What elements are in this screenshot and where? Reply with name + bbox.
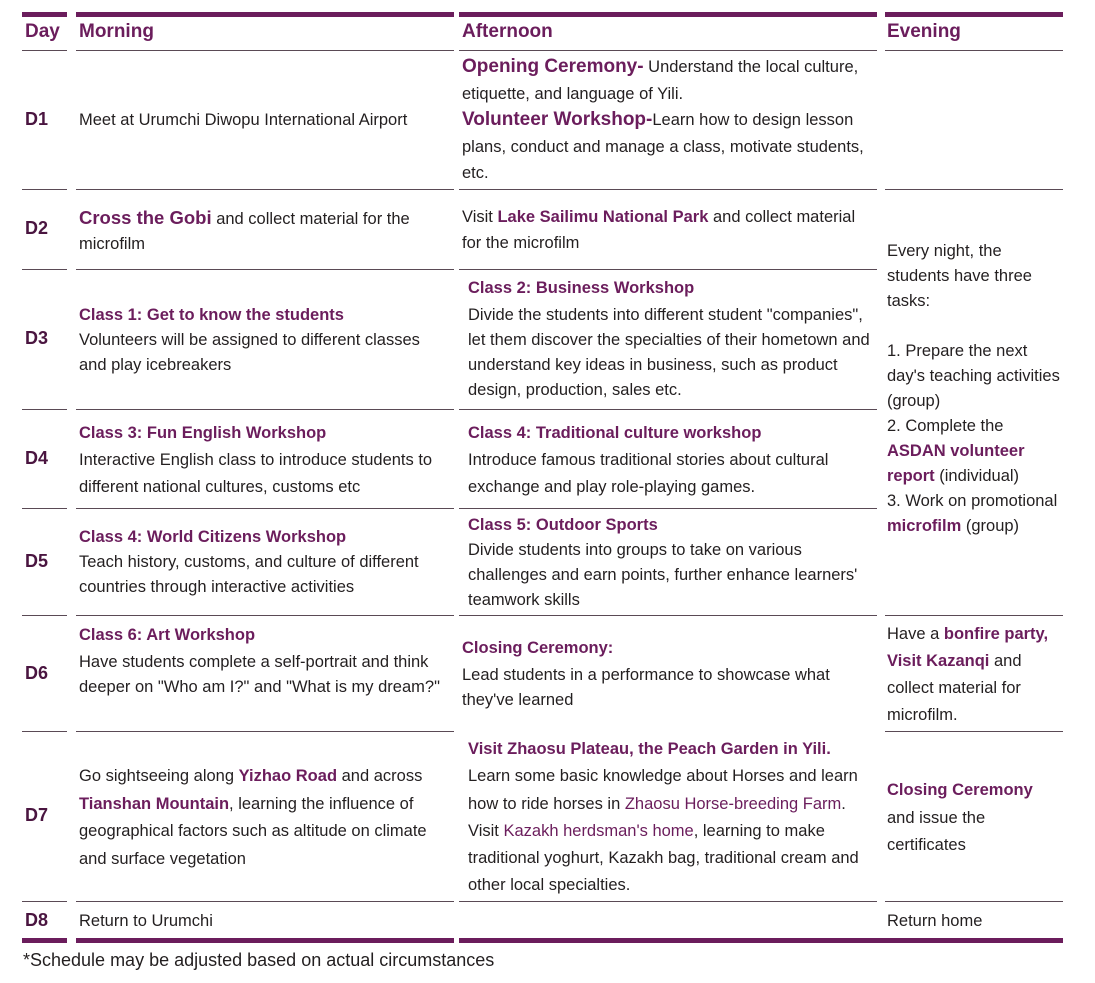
row-rule-d3-morning — [76, 409, 454, 410]
d3-aft-title: Class 2: Business Workshop — [468, 279, 695, 297]
row-rule-d6-day — [22, 731, 67, 732]
row-rule-d5-evening — [885, 615, 1063, 616]
d7-a-p3: , learning to make traditional yoghurt, Kazakh bag, traditional cream and other local specialties. — [468, 821, 859, 895]
d2-morning — [79, 205, 451, 257]
day-label-d1: D1 — [25, 109, 49, 129]
d5-class-title: Class 4: World Citizens Workshop — [79, 528, 347, 546]
header-afternoon: Afternoon — [462, 21, 553, 42]
d1-morning: Meet at Urumchi Diwopu International Airport — [79, 111, 408, 129]
d7-m-mid: and across — [337, 767, 423, 785]
row-rule-d5-day — [22, 615, 67, 616]
row-rule-d4-day — [22, 508, 67, 509]
day-label-d4: D4 — [25, 448, 49, 468]
d5-aft-desc: Divide students into groups to take on various challenges and earn points, further enhance learners' teamwork skills — [468, 541, 858, 609]
visit-kazanqi: Visit Kazanqi — [887, 652, 990, 670]
row-rule-d3-day — [22, 409, 67, 410]
d1-opening-desc: Understand the local culture, etiquette, and language of Yili. — [462, 58, 859, 103]
d1-volunteer-title: Volunteer Workshop- — [462, 109, 653, 130]
d4-morning — [79, 420, 451, 501]
top-rule-morning — [76, 12, 454, 17]
d7-closing-desc: and issue the certificates — [887, 808, 986, 854]
row-rule-d1-morning — [76, 189, 454, 190]
d1-afternoon — [462, 54, 874, 187]
d7-m-post: , learning the influence of geographical factors such as altitude on climate and surface vegetation — [79, 794, 427, 868]
d2-aft-rest: and collect material for the microfilm — [462, 208, 856, 252]
top-rule-afternoon — [459, 12, 877, 17]
d4-aft-desc: Introduce famous traditional stories about cultural exchange and play role-playing games. — [468, 451, 829, 496]
bottom-rule-day — [22, 938, 67, 943]
d8-morning: Return to Urumchi — [79, 912, 213, 930]
row-rule-d4-morning — [76, 508, 454, 509]
row-rule-d4-afternoon — [459, 508, 877, 509]
row-rule-d7-evening — [885, 901, 1063, 902]
row-rule-d1-evening — [885, 189, 1063, 190]
footnote: *Schedule may be adjusted based on actual circumstances — [23, 950, 495, 970]
d6-closing-title: Closing Ceremony: — [462, 639, 614, 657]
row-rule-d3-afternoon — [459, 409, 877, 410]
d3-class-desc: Volunteers will be assigned to different classes and play icebreakers — [79, 331, 420, 374]
d7-m-pre: Go sightseeing along — [79, 767, 239, 785]
row-rule-d2-afternoon — [459, 269, 877, 270]
d6-class-title: Class 6: Art Workshop — [79, 626, 256, 644]
yizhao-road: Yizhao Road — [238, 767, 338, 785]
d4-afternoon — [468, 420, 876, 501]
kazakh-home: Kazakh herdsman's home — [503, 821, 694, 840]
task3-pre: 3. Work on promotional — [887, 492, 1058, 510]
d7-a-p1: Learn some basic knowledge about Horses and learn how to ride horses in — [468, 767, 858, 813]
d2-lake: Lake Sailimu National Park — [497, 208, 709, 226]
d6-eve-pre: Have a — [887, 625, 944, 643]
d7-a-p2: . Visit — [468, 794, 846, 840]
task3-post: (group) — [961, 517, 1020, 535]
evening-task-3 — [887, 489, 1063, 539]
row-rule-d6-morning — [76, 731, 454, 732]
header-rule-evening — [885, 50, 1063, 51]
day-label-d2: D2 — [25, 218, 49, 238]
d3-afternoon — [468, 276, 876, 403]
zhaosu-farm: Zhaosu Horse-breeding Farm — [624, 794, 842, 813]
d6-closing-desc: Lead students in a performance to showcase what they've learned — [462, 666, 830, 709]
bonfire-party: bonfire party — [943, 625, 1044, 643]
d6-evening — [887, 621, 1063, 729]
top-rule-day — [22, 12, 67, 17]
day-label-d8: D8 — [25, 910, 49, 930]
evening-tasks — [887, 239, 1063, 539]
row-rule-d5-afternoon — [459, 615, 877, 616]
header-rule-day — [22, 50, 67, 51]
bottom-rule-morning — [76, 938, 454, 943]
d2-aft-pre: Visit — [462, 208, 498, 226]
d6-class-desc: Have students complete a self-portrait and think deeper on "Who am I?" and "What is my dream?" — [79, 653, 440, 696]
d1-opening-title: Opening Ceremony- — [462, 56, 644, 77]
d1-volunteer-desc: Learn how to design lesson plans, conduct and manage a class, motivate students, etc. — [462, 111, 864, 182]
row-rule-d1-day — [22, 189, 67, 190]
d7-closing-title: Closing Ceremony — [887, 781, 1033, 799]
evening-intro: Every night, the students have three tasks: — [887, 242, 1032, 310]
d5-morning — [79, 525, 451, 600]
d4-aft-title: Class 4: Traditional culture workshop — [468, 424, 762, 442]
d2-morning-rest: and collect material for the microfilm — [79, 210, 410, 253]
d5-afternoon — [468, 513, 876, 613]
evening-task-2 — [887, 414, 1063, 489]
header-rule-morning — [76, 50, 454, 51]
tianshan-mountain: Tianshan Mountain — [79, 794, 230, 813]
d7-aft-desc — [468, 763, 876, 899]
d8-evening: Return home — [887, 912, 983, 930]
row-rule-d2-morning — [76, 269, 454, 270]
d3-aft-desc: Divide the students into different student "companies", let them discover the specialties of their hometown and understand key ideas in business, such as product design, production, sales etc. — [468, 306, 870, 399]
day-label-d6: D6 — [25, 663, 49, 683]
d4-class-title: Class 3: Fun English Workshop — [79, 424, 327, 442]
row-rule-d7-afternoon — [459, 901, 877, 902]
d6-morning — [79, 623, 451, 700]
d7-aft-title: Visit Zhaosu Plateau, the Peach Garden in Yili. — [468, 740, 831, 758]
d6-eve-mid: , — [1043, 625, 1049, 643]
d2-gobi: Cross the Gobi — [79, 207, 212, 228]
d6-afternoon — [462, 636, 874, 713]
task2-post: (individual) — [934, 467, 1020, 485]
d7-afternoon — [468, 736, 876, 900]
d7-evening — [887, 777, 1063, 860]
task2-pre: 2. Complete the — [887, 417, 1004, 435]
row-rule-d7-day — [22, 901, 67, 902]
row-rule-d7-morning — [76, 901, 454, 902]
d7-morning — [79, 763, 451, 873]
top-rule-evening — [885, 12, 1063, 17]
d3-class-title: Class 1: Get to know the students — [79, 306, 344, 324]
header-morning: Morning — [79, 21, 154, 42]
d3-morning — [79, 303, 451, 378]
microfilm: microfilm — [887, 517, 962, 535]
row-rule-d5-morning — [76, 615, 454, 616]
evening-task-1: 1. Prepare the next day's teaching activities (group) — [887, 342, 1060, 410]
header-evening: Evening — [887, 21, 961, 42]
day-label-d5: D5 — [25, 551, 49, 571]
bottom-rule-afternoon — [459, 938, 1063, 943]
header-day: Day — [25, 21, 60, 42]
day-label-d7: D7 — [25, 805, 49, 825]
asdan-report: ASDAN volunteer report — [887, 442, 1025, 485]
day-label-d3: D3 — [25, 328, 49, 348]
d5-class-desc: Teach history, customs, and culture of different countries through interactive activities — [79, 553, 419, 596]
header-rule-afternoon — [459, 50, 877, 51]
d5-aft-title: Class 5: Outdoor Sports — [468, 516, 658, 534]
row-rule-d2-day — [22, 269, 67, 270]
row-rule-d1-afternoon — [459, 189, 877, 190]
row-rule-d6-evening — [885, 731, 1063, 732]
d2-afternoon — [462, 204, 876, 256]
d4-class-desc: Interactive English class to introduce students to different national cultures, customs etc — [79, 451, 433, 496]
d6-eve-post: and collect material for microfilm. — [887, 652, 1022, 724]
